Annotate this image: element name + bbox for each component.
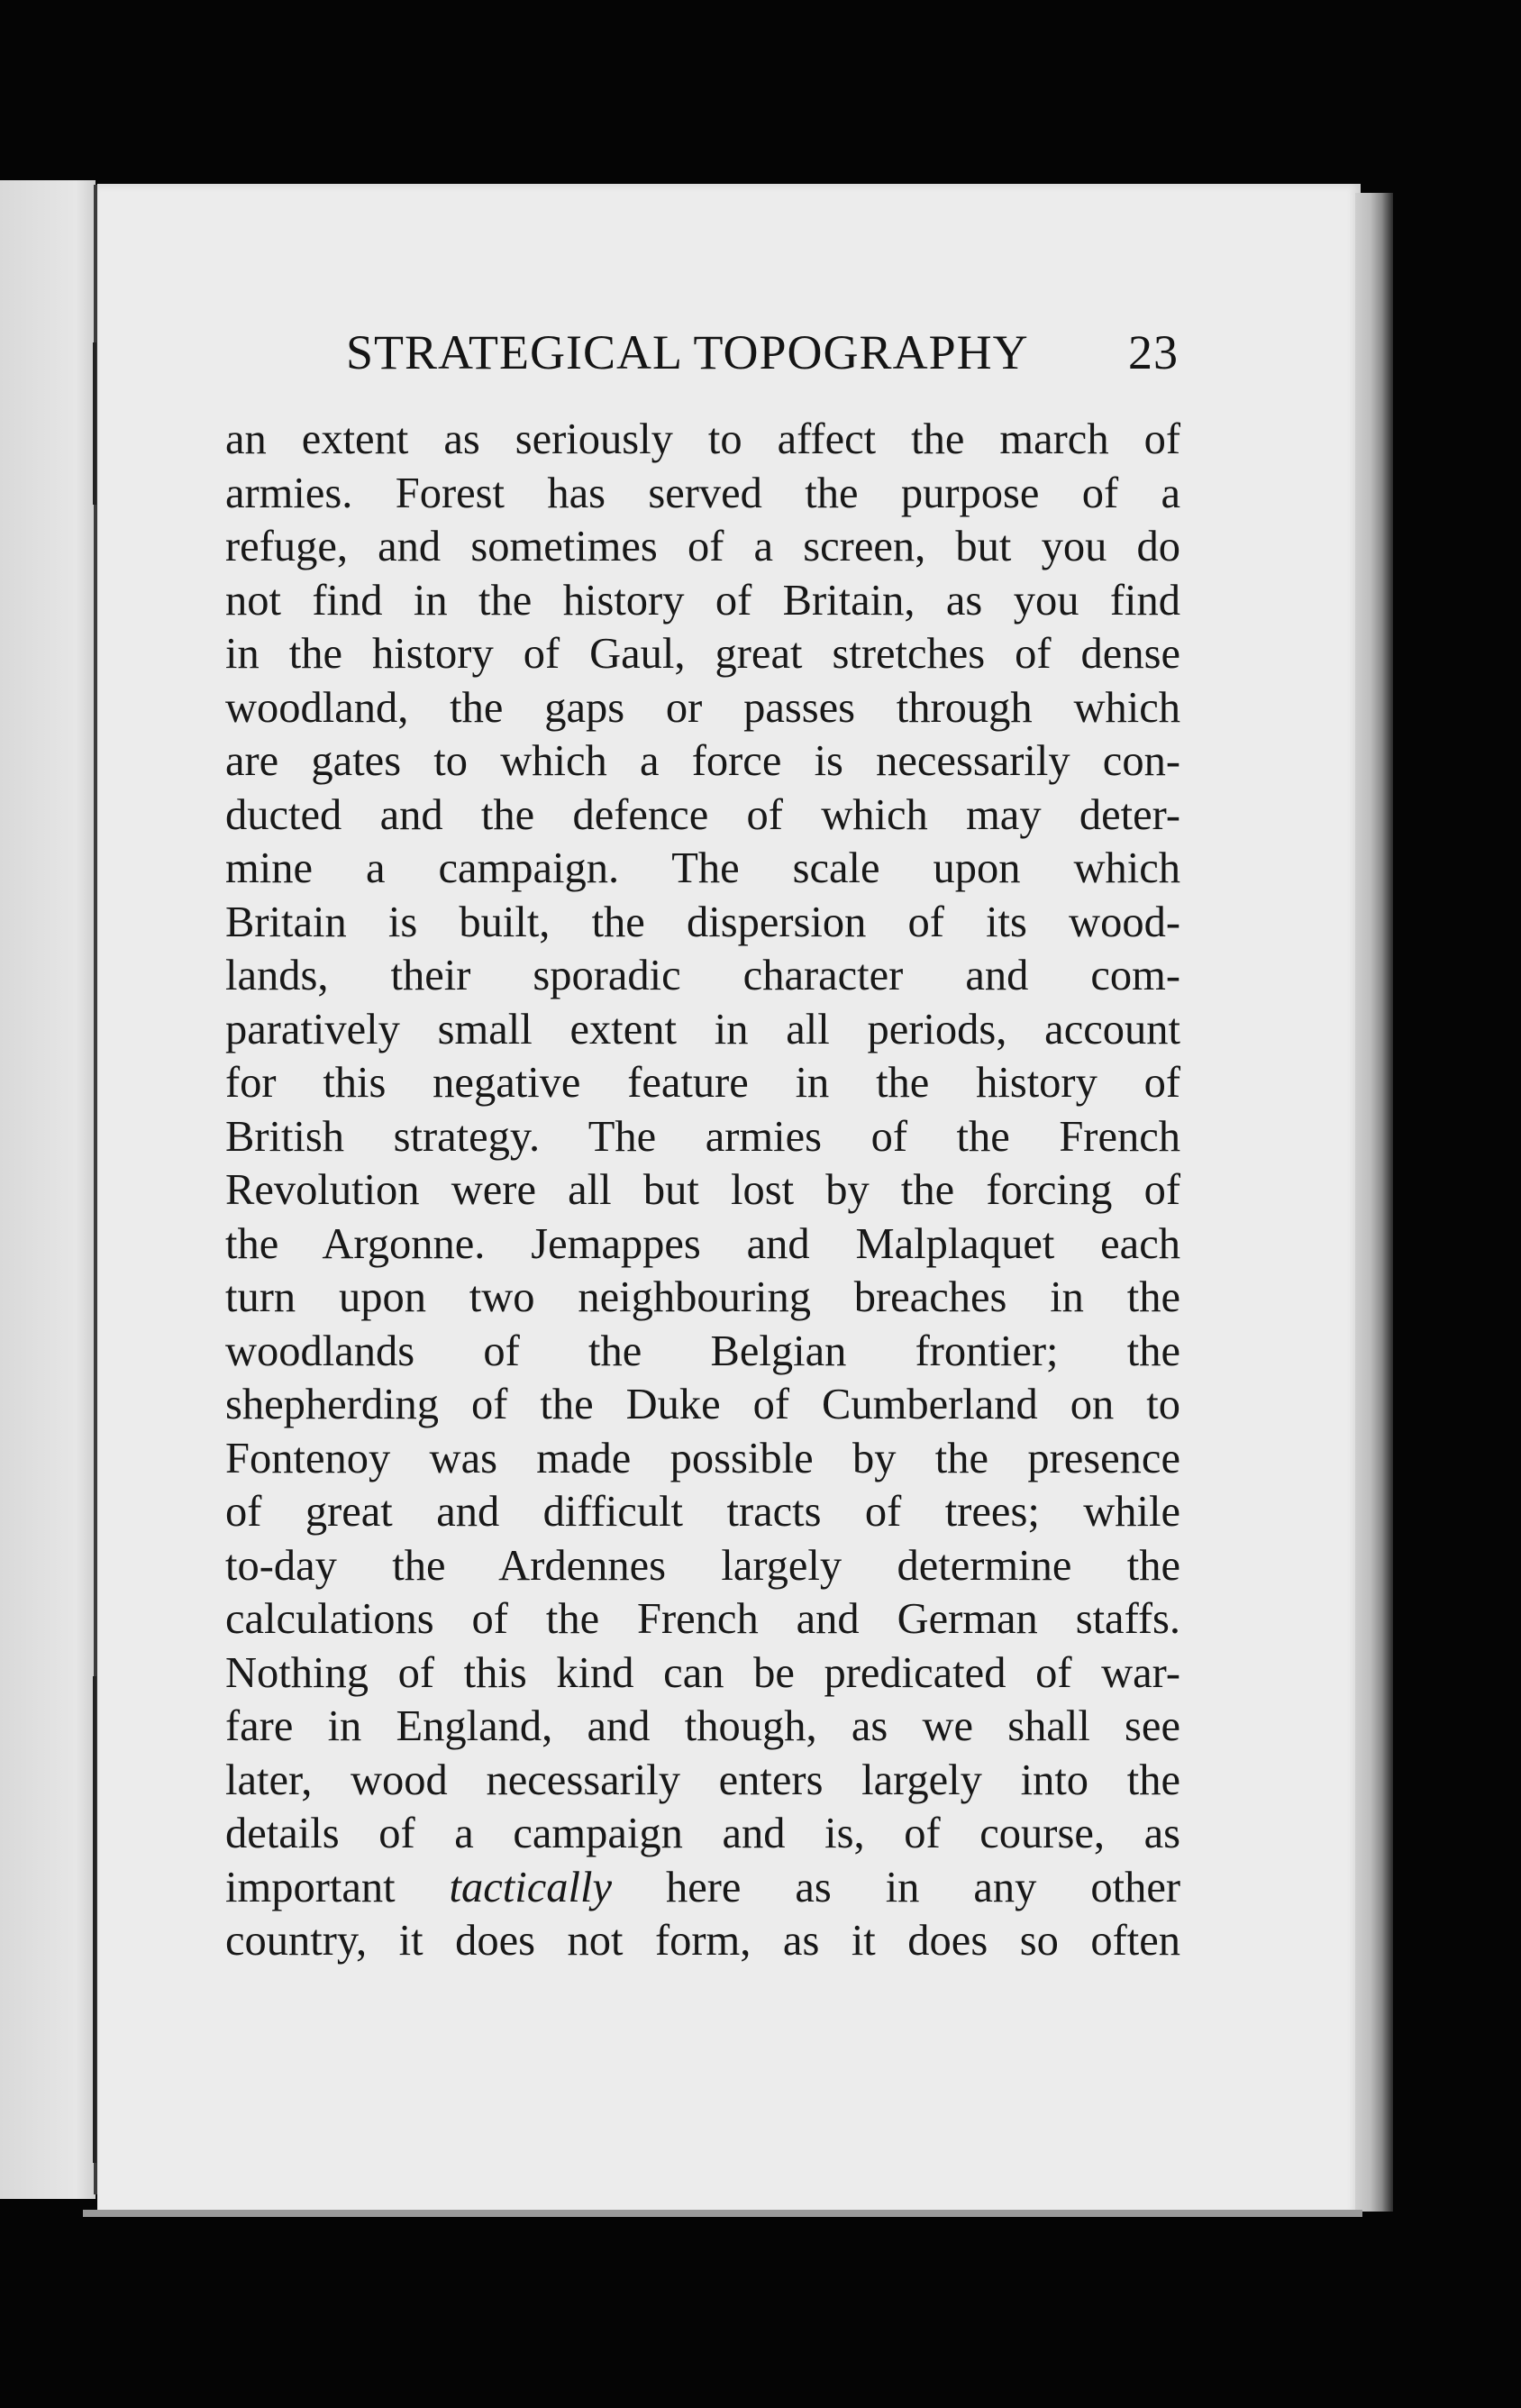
text-line: Fontenoy was made possible by the presence	[225, 1434, 1180, 1482]
body-text	[225, 413, 1180, 1968]
text-line: to-day the Ardennes largely determine the	[225, 1541, 1180, 1590]
text-line: ducted and the defence of which may deter-	[225, 790, 1180, 839]
page-number: 23	[1128, 325, 1179, 379]
text-line: Nothing of this kind can be predicated of war-	[225, 1648, 1180, 1697]
left-margin-mark	[93, 342, 96, 505]
text-line: armies. Forest has served the purpose of a	[225, 469, 1180, 517]
text-line: refuge, and sometimes of a screen, but you do	[225, 523, 1180, 570]
running-head-title: STRATEGICAL TOPOGRAPHY	[346, 325, 1029, 379]
text-line: not find in the history of Britain, as you find	[225, 576, 1180, 625]
text-line: later, wood necessarily enters largely into the	[225, 1756, 1180, 1804]
text-line: Revolution were all but lost by the forcing of	[225, 1166, 1180, 1214]
text-line: calculations of the French and German staffs.	[225, 1595, 1180, 1643]
text-fragment: here as in any other	[612, 1863, 1180, 1911]
text-line: British strategy. The armies of the French	[225, 1112, 1180, 1161]
text-line: of great and difficult tracts of trees; while	[225, 1488, 1180, 1536]
text-line: for this negative feature in the history of	[225, 1059, 1180, 1107]
text-line: in the history of Gaul, great stretches of dense	[225, 630, 1180, 678]
text-line-with-italic	[225, 1861, 1180, 1915]
text-line: an extent as seriously to affect the march of	[225, 415, 1180, 463]
left-page-edge	[0, 180, 96, 2199]
text-line: Britain is built, the dispersion of its wood-	[225, 898, 1180, 946]
text-line: fare in England, and though, as we shall see	[225, 1702, 1180, 1750]
italic-word: tactically	[449, 1863, 612, 1911]
running-head	[346, 321, 1179, 384]
text-line: paratively small extent in all periods, account	[225, 1005, 1180, 1054]
left-margin-mark	[93, 1676, 96, 2163]
text-line: woodland, the gaps or passes through which	[225, 683, 1180, 732]
text-line: the Argonne. Jemappes and Malplaquet each	[225, 1219, 1180, 1268]
text-line: woodlands of the Belgian frontier; the	[225, 1327, 1180, 1375]
text-line: are gates to which a force is necessarily con-	[225, 737, 1180, 785]
text-line: details of a campaign and is, of course, as	[225, 1810, 1180, 1857]
text-line: lands, their sporadic character and com-	[225, 952, 1180, 999]
page-bottom-edge	[83, 2210, 1362, 2217]
text-line: mine a campaign. The scale upon which	[225, 844, 1180, 892]
text-line: shepherding of the Duke of Cumberland on to	[225, 1381, 1180, 1428]
page-right-edge	[1355, 193, 1393, 2212]
text-fragment: important	[225, 1863, 450, 1911]
text-line: turn upon two neighbouring breaches in the	[225, 1273, 1180, 1321]
text-line: country, it does not form, as it does so often	[225, 1917, 1180, 1965]
